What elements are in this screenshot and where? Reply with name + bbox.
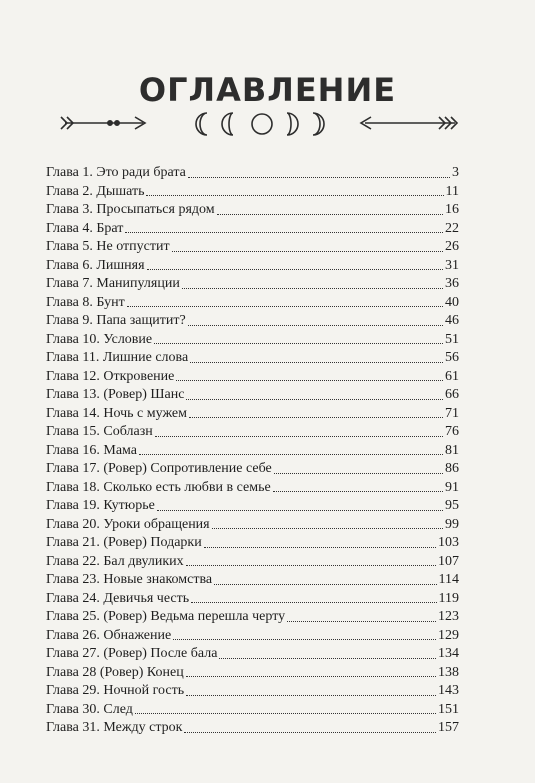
toc-entry-page-number: 51 <box>445 331 459 347</box>
toc-entry-title: Глава 24. Девичья честь <box>46 590 190 606</box>
arrow-right-icon <box>61 117 145 129</box>
toc-entry-title: Глава 25. (Ровер) Ведьма перешла черту <box>46 609 286 624</box>
toc-entry <box>46 534 459 553</box>
toc-entry-title: Глава 21. (Ровер) Подарки <box>46 535 202 550</box>
toc-entry <box>46 497 459 516</box>
toc-leader-dots <box>217 214 443 215</box>
toc-entry-title: Глава 7. Манипуляции <box>46 276 180 291</box>
toc-entry <box>46 553 459 572</box>
toc-entry <box>46 701 459 720</box>
toc-leader-dots <box>125 232 443 233</box>
toc-entry-page-number: 95 <box>445 498 459 513</box>
toc-leader-dots <box>189 417 443 418</box>
toc-entry-page-number: 134 <box>438 646 459 661</box>
toc-entry-page-number: 36 <box>445 276 459 291</box>
toc-leader-dots <box>176 380 443 381</box>
toc-entry-title: Глава 8. Бунт <box>46 294 125 310</box>
toc-entry-title: Глава 12. Откровение <box>46 368 175 384</box>
toc-entry <box>46 257 459 276</box>
toc-leader-dots <box>186 399 443 400</box>
toc-entry <box>46 220 459 239</box>
toc-leader-dots <box>186 676 436 677</box>
toc-leader-dots <box>147 269 443 270</box>
toc-entry-page-number: 16 <box>445 202 459 217</box>
toc-entry-title: Глава 17. (Ровер) Сопротивление себе <box>46 461 272 476</box>
toc-leader-dots <box>154 343 443 344</box>
toc-entry-title: Глава 5. Не отпустит <box>46 239 170 254</box>
toc-entry-title: Глава 1. Это ради брата <box>46 165 186 180</box>
toc-leader-dots <box>172 251 443 252</box>
toc-entry <box>46 571 459 590</box>
toc-entry-title: Глава 4. Брат <box>46 220 124 236</box>
toc-entry-page-number: 31 <box>445 257 459 273</box>
toc-entry <box>46 275 459 294</box>
toc-entry <box>46 312 459 331</box>
toc-leader-dots <box>274 473 443 474</box>
toc-leader-dots <box>157 510 443 511</box>
toc-entry-title: Глава 20. Уроки обращения <box>46 516 210 532</box>
toc-entry <box>46 349 459 368</box>
toc-entry-page-number: 103 <box>438 535 459 550</box>
toc-entry <box>46 719 459 738</box>
toc-leader-dots <box>184 732 436 733</box>
toc-entry-title: Глава 14. Ночь с мужем <box>46 405 188 421</box>
toc-entry <box>46 164 459 183</box>
toc-leader-dots <box>135 713 436 714</box>
toc-leader-dots <box>212 528 443 529</box>
toc-entry-page-number: 114 <box>438 572 459 587</box>
toc-entry-title: Глава 9. Папа защитит? <box>46 313 186 328</box>
toc-entry-page-number: 76 <box>445 424 459 439</box>
toc-leader-dots <box>146 195 443 196</box>
toc-leader-dots <box>188 177 450 178</box>
toc-entry-title: Глава 28 (Ровер) Конец <box>46 664 184 680</box>
toc-entry-title: Глава 3. Просыпаться рядом <box>46 202 215 217</box>
toc-entry-title: Глава 15. Соблазн <box>46 424 153 439</box>
toc-entry-title: Глава 13. (Ровер) Шанс <box>46 387 185 402</box>
toc-entry-page-number: 56 <box>445 350 459 365</box>
toc-entry-page-number: 3 <box>452 165 459 180</box>
toc-entry-title: Глава 27. (Ровер) После бала <box>46 646 218 661</box>
toc-entry-title: Глава 2. Дышать <box>46 183 145 199</box>
toc-leader-dots <box>186 565 436 566</box>
toc-entry <box>46 479 459 498</box>
toc-entry <box>46 294 459 313</box>
toc-entry <box>46 368 459 387</box>
toc-entry-page-number: 61 <box>445 368 459 384</box>
decorative-ornament <box>55 105 485 145</box>
toc-leader-dots <box>127 306 443 307</box>
toc-entry <box>46 516 459 535</box>
toc-entry-page-number: 11 <box>445 183 459 199</box>
table-of-contents <box>46 164 459 738</box>
toc-entry <box>46 682 459 701</box>
toc-entry-page-number: 26 <box>445 239 459 254</box>
toc-entry <box>46 645 459 664</box>
toc-leader-dots <box>191 602 436 603</box>
toc-entry-title: Глава 16. Мама <box>46 442 138 458</box>
toc-leader-dots <box>155 436 443 437</box>
toc-entry-page-number: 143 <box>438 683 459 698</box>
toc-entry <box>46 664 459 683</box>
toc-leader-dots <box>287 621 436 622</box>
toc-entry <box>46 460 459 479</box>
toc-entry-page-number: 22 <box>445 220 459 236</box>
toc-entry-page-number: 71 <box>445 405 459 421</box>
toc-entry <box>46 201 459 220</box>
toc-entry <box>46 405 459 424</box>
toc-leader-dots <box>182 288 443 289</box>
toc-leader-dots <box>186 695 436 696</box>
page-title: ОГЛАВЛЕНИЕ <box>138 71 397 110</box>
toc-leader-dots <box>139 454 443 455</box>
toc-entry-page-number: 66 <box>445 387 459 402</box>
toc-entry-title: Глава 6. Лишняя <box>46 257 145 273</box>
toc-leader-dots <box>273 491 443 492</box>
moon-phases-icon <box>196 113 324 135</box>
toc-entry <box>46 238 459 257</box>
toc-entry-title: Глава 26. Обнажение <box>46 627 172 643</box>
toc-entry-title: Глава 18. Сколько есть любви в семье <box>46 479 271 495</box>
toc-entry-page-number: 151 <box>438 701 459 717</box>
toc-entry-page-number: 129 <box>438 627 459 643</box>
toc-entry-title: Глава 31. Между строк <box>46 720 183 735</box>
toc-entry-page-number: 157 <box>438 720 459 735</box>
arrow-left-icon <box>361 117 457 129</box>
toc-entry-page-number: 138 <box>438 664 459 680</box>
toc-entry <box>46 442 459 461</box>
toc-entry-page-number: 119 <box>438 590 459 606</box>
toc-entry <box>46 183 459 202</box>
toc-entry <box>46 423 459 442</box>
toc-leader-dots <box>219 658 436 659</box>
toc-entry-page-number: 86 <box>445 461 459 476</box>
toc-entry-title: Глава 10. Условие <box>46 331 153 347</box>
toc-entry-page-number: 81 <box>445 442 459 458</box>
toc-entry-title: Глава 29. Ночной гость <box>46 683 185 698</box>
toc-entry-page-number: 40 <box>445 294 459 310</box>
toc-entry <box>46 386 459 405</box>
toc-entry-page-number: 123 <box>438 609 459 624</box>
toc-entry-title: Глава 11. Лишние слова <box>46 350 189 365</box>
toc-entry-title: Глава 30. След <box>46 701 133 717</box>
toc-entry-page-number: 46 <box>445 313 459 328</box>
toc-entry-title: Глава 23. Новые знакомства <box>46 572 213 587</box>
toc-leader-dots <box>173 639 436 640</box>
toc-entry-title: Глава 22. Бал двуликих <box>46 553 184 569</box>
toc-entry-page-number: 91 <box>445 479 459 495</box>
toc-entry-page-number: 107 <box>438 553 459 569</box>
toc-entry-page-number: 99 <box>445 516 459 532</box>
toc-entry <box>46 590 459 609</box>
toc-leader-dots <box>204 547 436 548</box>
toc-leader-dots <box>214 584 436 585</box>
toc-leader-dots <box>188 325 443 326</box>
toc-entry <box>46 331 459 350</box>
toc-entry <box>46 627 459 646</box>
toc-leader-dots <box>190 362 443 363</box>
toc-entry-title: Глава 19. Кутюрье <box>46 498 155 513</box>
toc-entry <box>46 608 459 627</box>
